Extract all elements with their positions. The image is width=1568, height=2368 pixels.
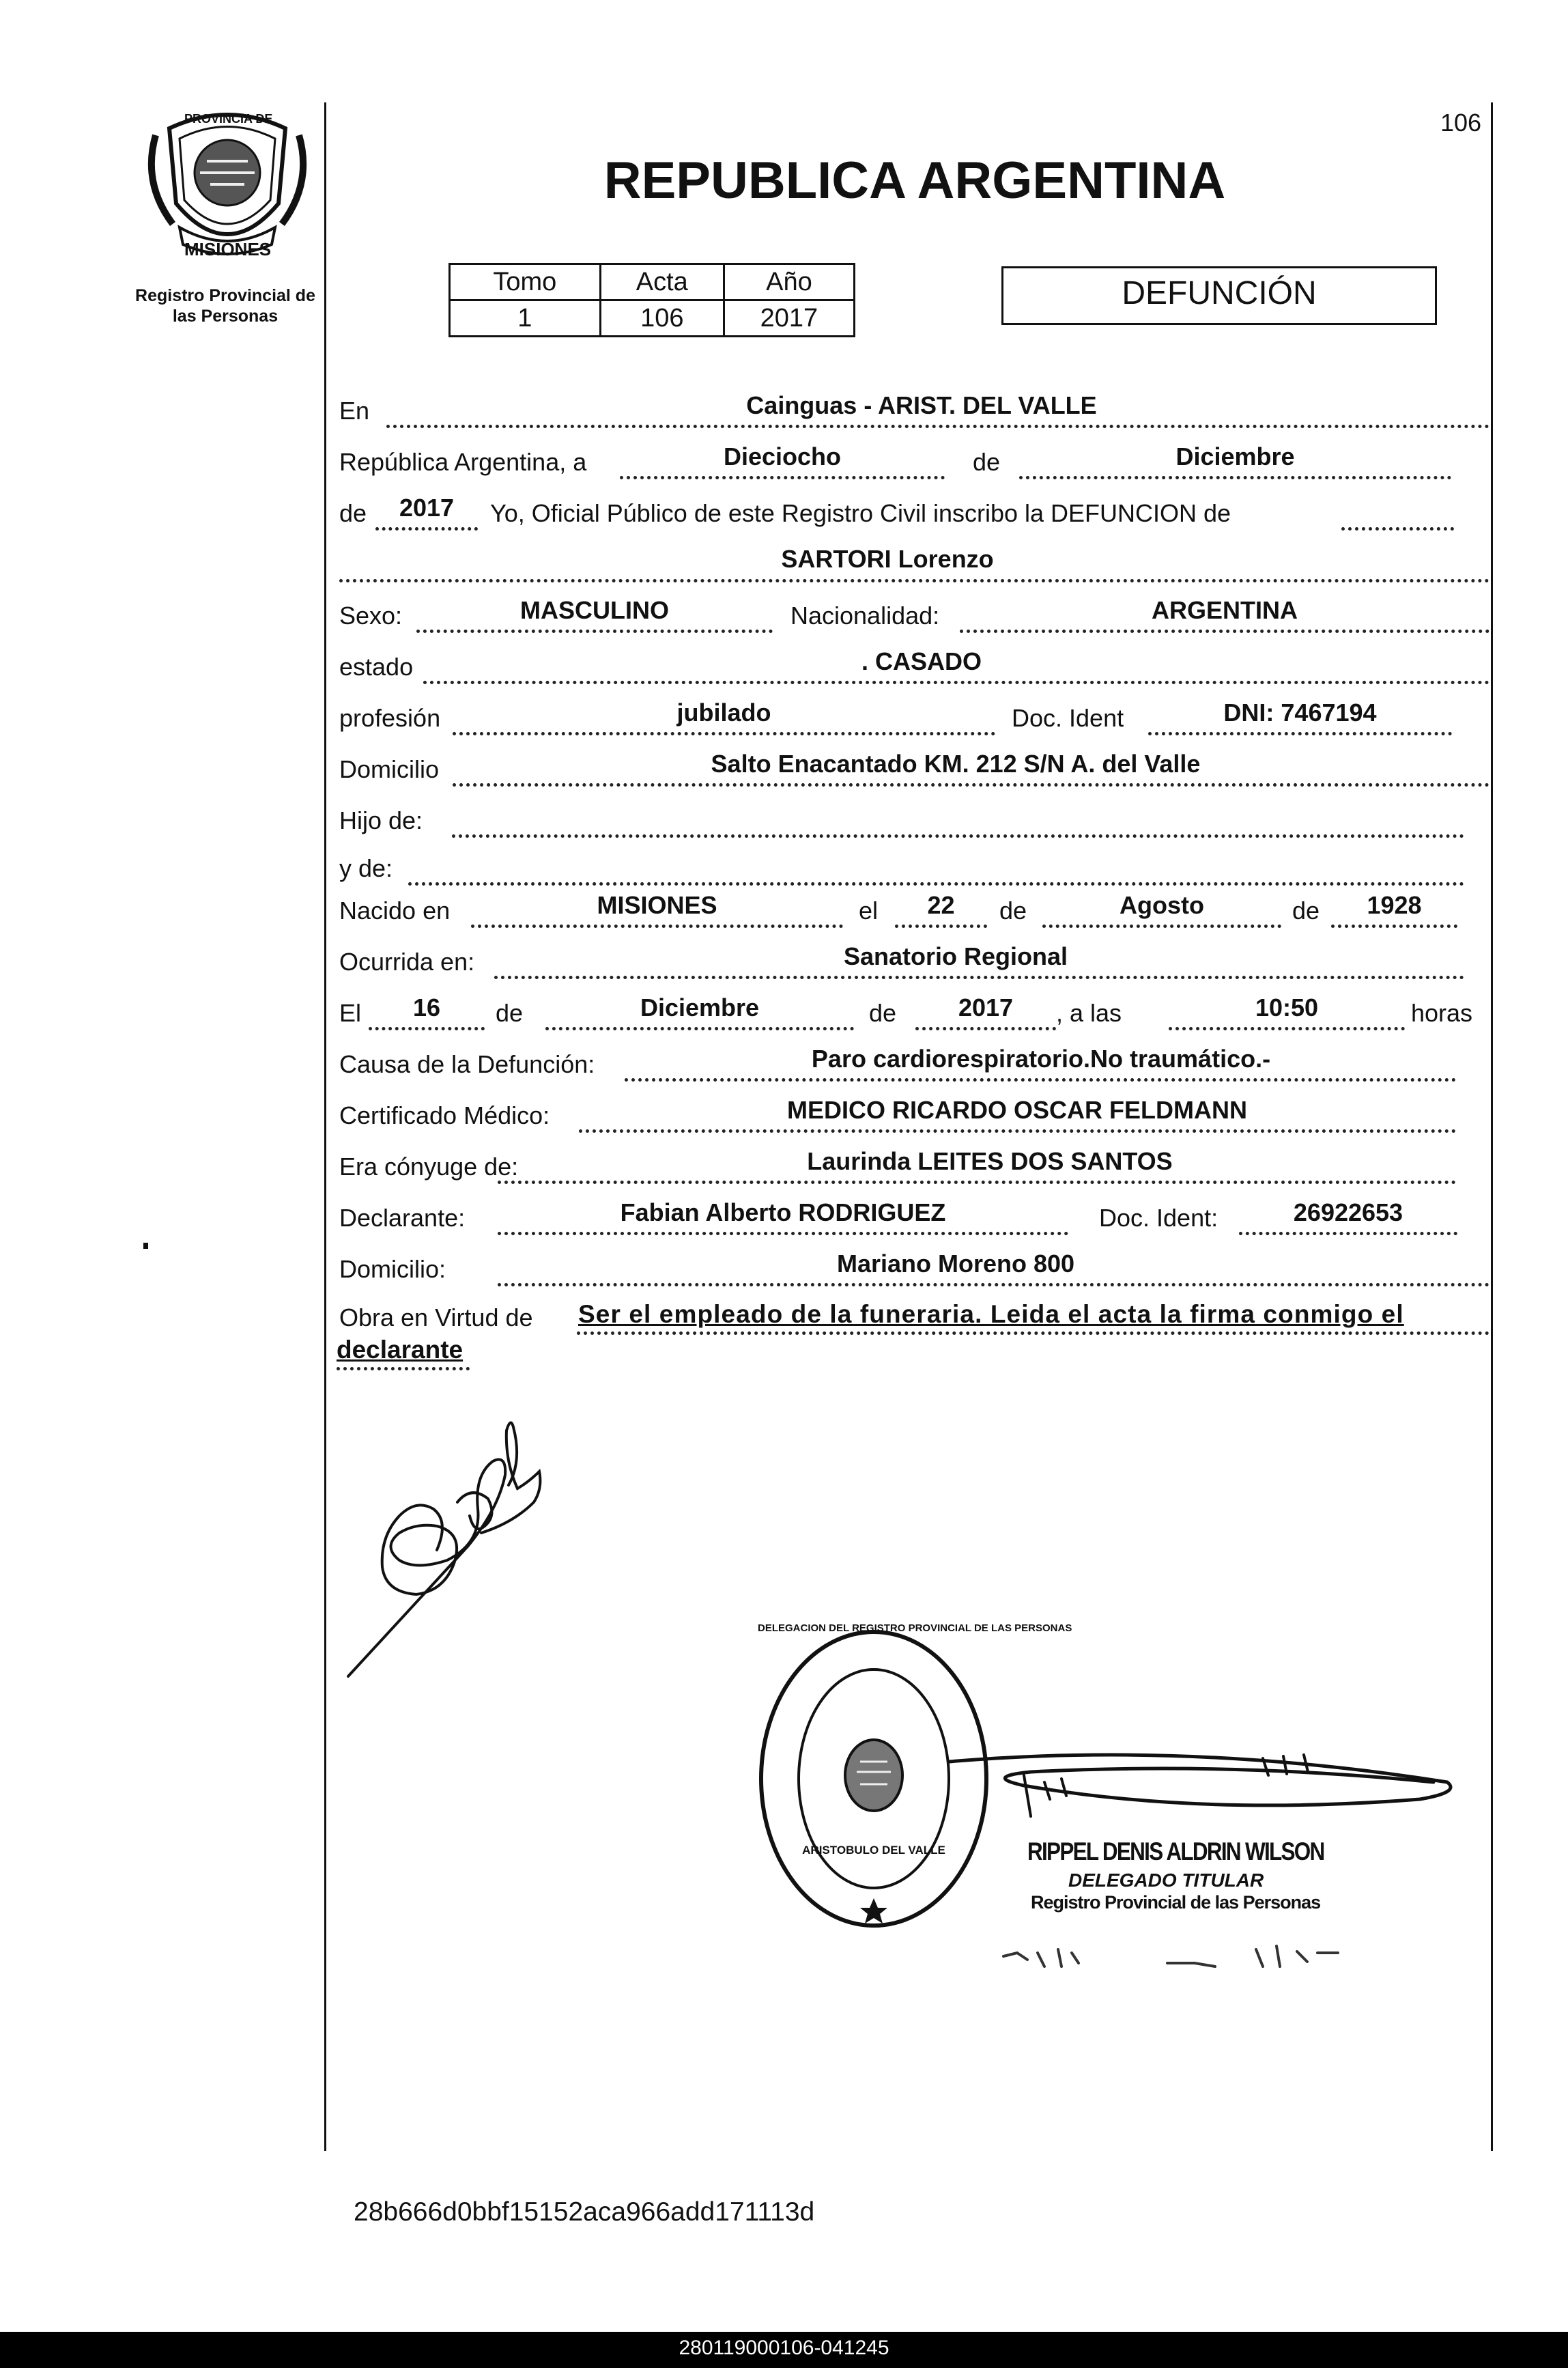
value-mes-acta: Diciembre <box>1175 442 1295 470</box>
label-hijo-de: Hijo de: <box>339 806 423 834</box>
value-obra-line1: Ser el empleado de la funeraria. Leida el acta la firma conmigo el <box>578 1300 1404 1328</box>
label-ocurrida-en: Ocurrida en: <box>339 948 475 976</box>
value-declarante: Fabian Alberto RODRIGUEZ <box>620 1198 946 1226</box>
label-certificado: Certificado Médico: <box>339 1101 550 1129</box>
value-domicilio: Salto Enacantado KM. 212 S/N A. del Valle <box>711 750 1201 778</box>
value-certificado: MEDICO RICARDO OSCAR FELDMANN <box>787 1096 1247 1124</box>
line-lugar-nacimiento <box>471 925 843 928</box>
left-margin-line <box>324 102 326 2151</box>
record-value-acta: 106 <box>600 300 724 337</box>
line-certificado <box>579 1129 1456 1133</box>
right-margin-line <box>1491 102 1493 2151</box>
label-de-mes: de <box>973 448 1001 476</box>
label-declarante-domicilio: Domicilio: <box>339 1255 446 1283</box>
label-yo: Yo, Oficial Público de este Registro Civil inscribo la DEFUNCION de <box>490 499 1231 527</box>
value-nombre: SARTORI Lorenzo <box>781 545 994 573</box>
line-y-de <box>408 882 1464 886</box>
label-causa: Causa de la Defunción: <box>339 1050 595 1078</box>
stamp-ring-text: DELEGACION DEL REGISTRO PROVINCIAL DE LAS PERSONAS <box>758 1622 1072 1634</box>
line-sexo <box>416 630 773 633</box>
line-declarante <box>498 1232 1068 1235</box>
label-nacido-en: Nacido en <box>339 897 451 925</box>
label-de-def-mes: de <box>496 999 524 1027</box>
value-declarante-doc: 26922653 <box>1293 1198 1403 1226</box>
value-lugar: Cainguas - ARIST. DEL VALLE <box>746 391 1097 419</box>
document-title: REPUBLICA ARGENTINA <box>603 152 1226 210</box>
value-mes-nac: Agosto <box>1120 891 1204 919</box>
official-title: DELEGADO TITULAR <box>1068 1870 1264 1891</box>
label-estado: estado <box>339 653 414 681</box>
label-conyuge: Era cónyuge de: <box>339 1153 519 1181</box>
line-lugar-defuncion <box>494 976 1464 979</box>
line-dni <box>1148 732 1452 735</box>
record-table <box>448 263 855 337</box>
record-header-acta: Acta <box>600 264 724 300</box>
value-causa: Paro cardiorespiratorio.No traumático.- <box>811 1045 1271 1073</box>
label-declarante-doc: Doc. Ident: <box>1099 1204 1218 1232</box>
line-profesion <box>453 732 995 735</box>
stray-mark <box>143 1243 148 1249</box>
line-nacionalidad <box>960 630 1489 633</box>
value-profesion: jubilado <box>676 699 771 727</box>
record-type: DEFUNCIÓN <box>1122 275 1317 311</box>
label-republica: República Argentina, a <box>339 448 587 476</box>
label-y-de: y de: <box>339 854 393 882</box>
value-hora: 10:50 <box>1255 993 1319 1021</box>
line-obra <box>577 1331 1489 1335</box>
line-anio-acta <box>375 527 478 531</box>
value-declarante-domicilio: Mariano Moreno 800 <box>836 1250 1075 1278</box>
line-conyuge <box>498 1181 1456 1184</box>
label-de-nac-anio: de <box>1292 897 1320 925</box>
label-el-lower: el <box>859 897 879 925</box>
label-en: En <box>339 397 370 425</box>
line-domicilio <box>453 783 1489 787</box>
record-header-anio: Año <box>724 264 854 300</box>
registry-name-line2: las Personas <box>172 307 279 326</box>
line-mes-nac <box>1042 925 1281 928</box>
official-org: Registro Provincial de las Personas <box>1031 1892 1321 1913</box>
label-horas: horas <box>1411 999 1473 1027</box>
line-dia-def <box>369 1027 485 1030</box>
stamp-scribbles <box>997 1939 1379 1980</box>
line-nombre <box>339 579 1489 582</box>
value-lugar-defuncion: Sanatorio Regional <box>843 942 1068 970</box>
line-causa <box>625 1078 1456 1082</box>
stamp-inner-text: ARISTOBULO DEL VALLE <box>802 1844 945 1857</box>
official-signature <box>942 1734 1461 1844</box>
line-estado <box>423 681 1489 684</box>
value-dni: DNI: 7467194 <box>1223 699 1377 727</box>
value-dia-nac: 22 <box>927 891 955 919</box>
value-dia-acta: Dieciocho <box>723 442 842 470</box>
label-de-anio: de <box>339 499 367 527</box>
value-anio-def: 2017 <box>958 993 1014 1021</box>
line-dia-acta <box>620 476 945 479</box>
label-nacionalidad: Nacionalidad: <box>790 602 940 630</box>
label-a-las: , a las <box>1056 999 1122 1027</box>
value-nacionalidad: ARGENTINA <box>1152 596 1298 624</box>
value-anio-nac: 1928 <box>1367 891 1422 919</box>
value-sexo: MASCULINO <box>520 596 669 624</box>
line-declarante-doc <box>1239 1232 1457 1235</box>
record-value-tomo: 1 <box>450 300 601 337</box>
page-number: 106 <box>1440 109 1482 137</box>
value-conyuge: Laurinda LEITES DOS SANTOS <box>807 1147 1173 1175</box>
registry-name-line1: Registro Provincial de <box>135 286 315 305</box>
line-anio-def <box>915 1027 1056 1030</box>
official-name: RIPPEL DENIS ALDRIN WILSON <box>1027 1837 1324 1865</box>
line-dia-nac <box>895 925 987 928</box>
label-doc-ident: Doc. Ident <box>1012 704 1124 732</box>
label-obra: Obra en Virtud de <box>339 1303 533 1331</box>
label-sexo: Sexo: <box>339 602 403 630</box>
label-declarante: Declarante: <box>339 1204 466 1232</box>
value-mes-def: Diciembre <box>640 993 760 1021</box>
line-yo-end <box>1341 527 1454 531</box>
label-profesion: profesión <box>339 704 441 732</box>
line-obra-2 <box>337 1367 470 1370</box>
line-lugar <box>386 425 1489 428</box>
record-header-tomo: Tomo <box>450 264 601 300</box>
line-mes-def <box>545 1027 854 1030</box>
line-hijo-de <box>452 834 1464 838</box>
value-lugar-nacimiento: MISIONES <box>597 891 717 919</box>
seal-text-bottom: MISIONES <box>184 239 272 259</box>
line-hora <box>1169 1027 1405 1030</box>
value-dia-def: 16 <box>412 993 441 1021</box>
label-de-nac-mes: de <box>999 897 1027 925</box>
value-anio-acta: 2017 <box>399 494 455 522</box>
value-estado: . CASADO <box>861 647 982 675</box>
barcode-number: 280119000106-041245 <box>679 2337 889 2359</box>
record-value-anio: 2017 <box>724 300 854 337</box>
value-obra-line2: declarante <box>337 1336 464 1364</box>
line-declarante-domicilio <box>498 1283 1489 1286</box>
label-domicilio: Domicilio <box>339 755 440 783</box>
seal-text-top: PROVINCIA DE <box>184 112 273 126</box>
line-anio-nac <box>1331 925 1457 928</box>
label-de-def-anio: de <box>869 999 897 1027</box>
line-mes-acta <box>1019 476 1451 479</box>
declarant-signature <box>334 1413 567 1687</box>
document-hash: 28b666d0bbf15152aca966add171113d <box>354 2197 815 2227</box>
label-el: El <box>339 999 362 1027</box>
